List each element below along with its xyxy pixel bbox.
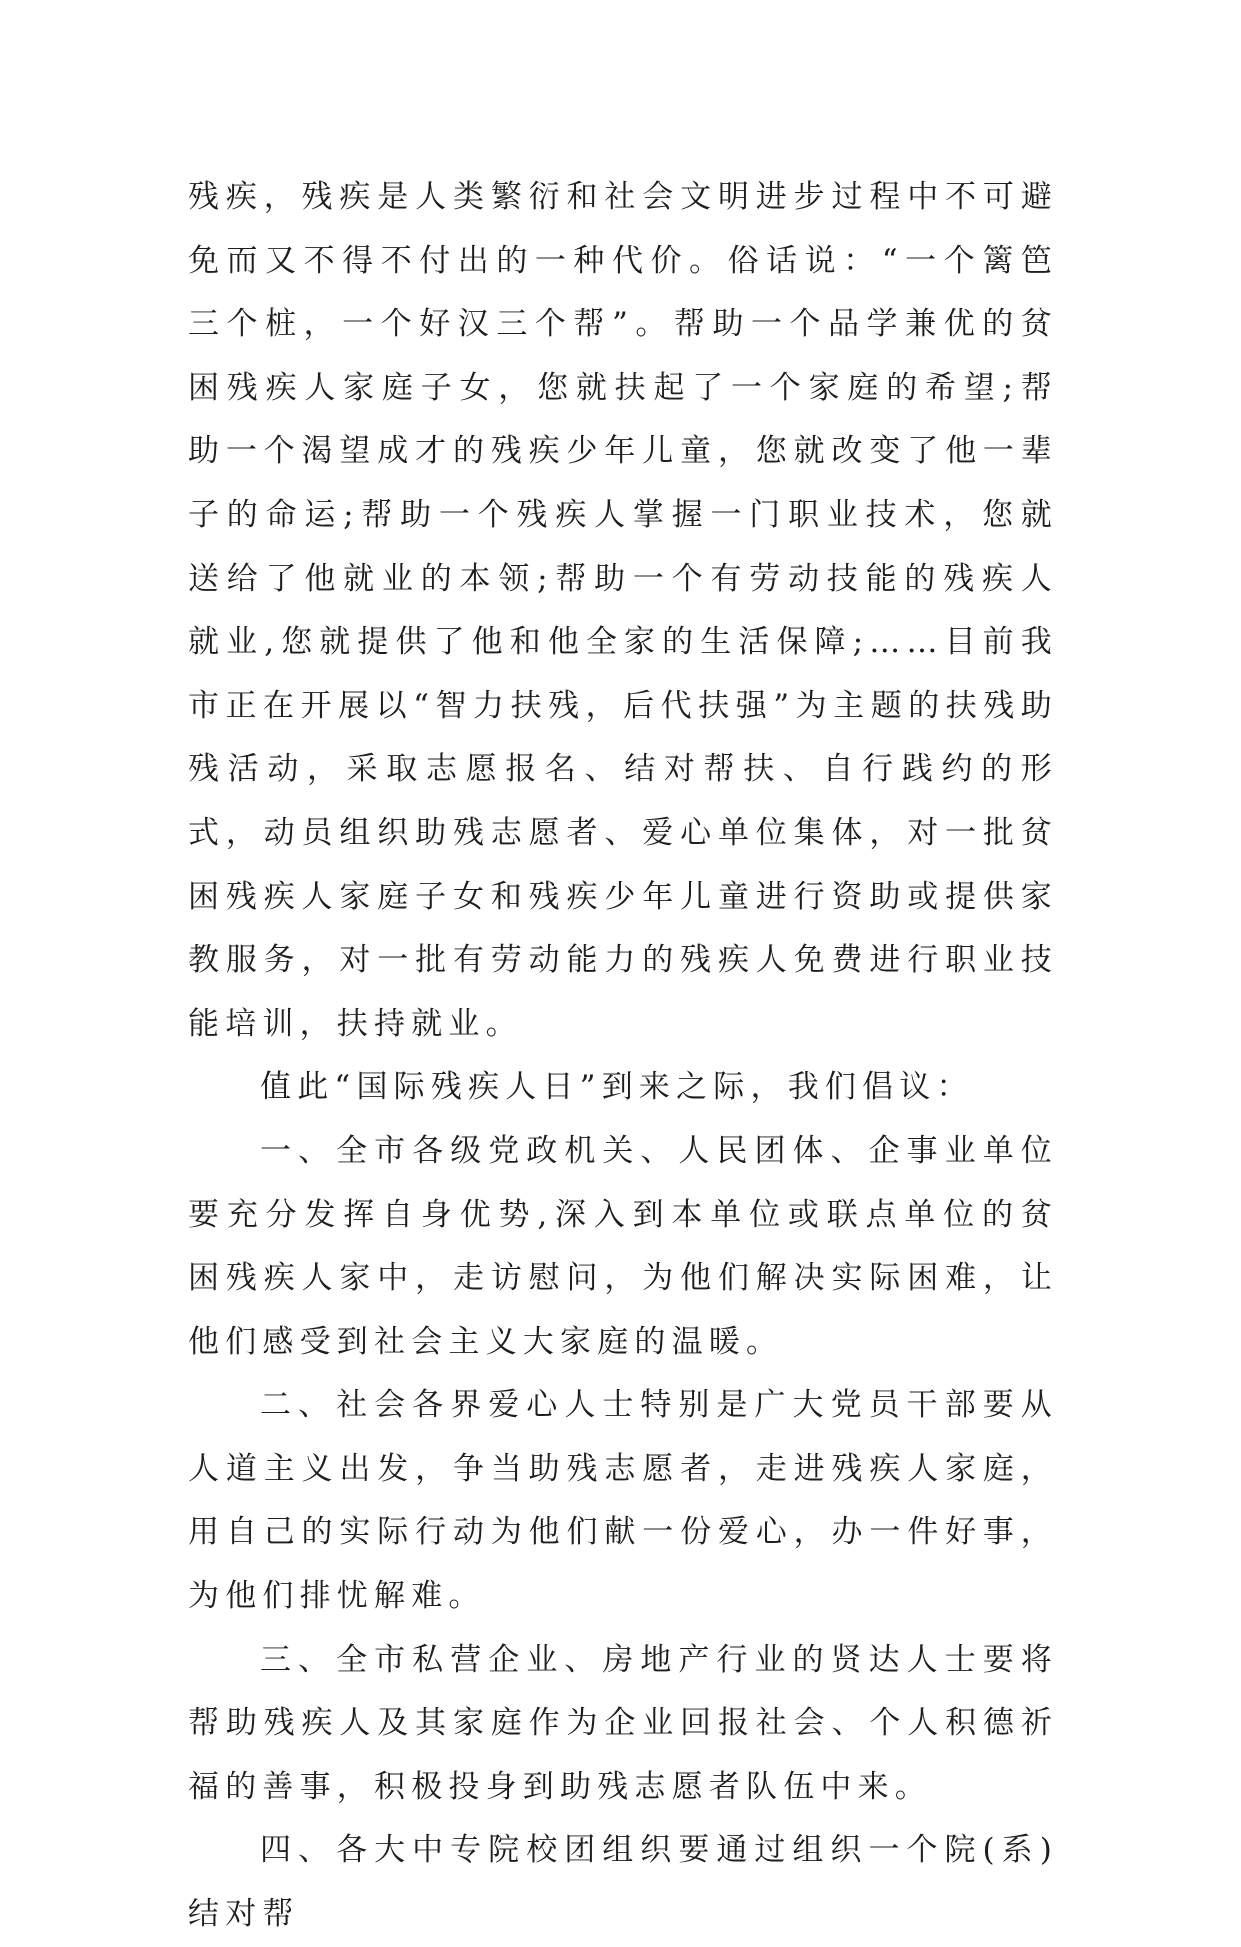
paragraph-continuation: 残疾，残疾是人类繁衍和社会文明进步过程中不可避免而又不得不付出的一种代价。俗话说：“一个篱笆三个桩，一个好汉三个帮”。帮助一个品学兼优的贫困残疾人家庭子女，您就扶起了一个家庭的希望;帮助一个渴望成才的残疾少年儿童，您就改变了他一辈子的命运;帮助一个残疾人掌握一门职业技术，您就送给了他就业的本领;帮助一个有劳动技能的残疾人就业,您就提供了他和他全家的生活保障;……目前我市正在开展以“智力扶残，后代扶强”为主题的扶残助残活动，采取志愿报名、结对帮扶、自行践约的形式，动员组织助残志愿者、爱心单位集体，对一批贫困残疾人家庭子女和残疾少年儿童进行资助或提供家教服务，对一批有劳动能力的残疾人免费进行职业技能培训，扶持就业。: [188, 179, 1058, 1042]
paragraph-point-three: 三、全市私营企业、房地产行业的贤达人士要将帮助残疾人及其家庭作为企业回报社会、个人积德祈福的善事，积极投身到助残志愿者队伍中来。: [188, 1641, 1058, 1805]
paragraph-proposal-intro: 值此“国际残疾人日”到来之际，我们倡议：: [260, 1069, 974, 1106]
paragraph-point-one: 一、全市各级党政机关、人民团体、企事业单位要充分发挥自身优势,深入到本单位或联点单位的贫困残疾人家中，走访慰问，为他们解决实际困难，让他们感受到社会主义大家庭的温暖。: [188, 1132, 1058, 1360]
paragraph-point-two: 二、社会各界爱心人士特别是广大党员干部要从人道主义出发，争当助残志愿者，走进残疾人家庭，用自己的实际行动为他们献一份爱心，办一件好事，为他们排忧解难。: [188, 1387, 1058, 1615]
paragraph-point-four: 四、各大中专院校团组织要通过组织一个院(系)结对帮: [188, 1832, 1058, 1933]
document-body: [188, 166, 1058, 1947]
